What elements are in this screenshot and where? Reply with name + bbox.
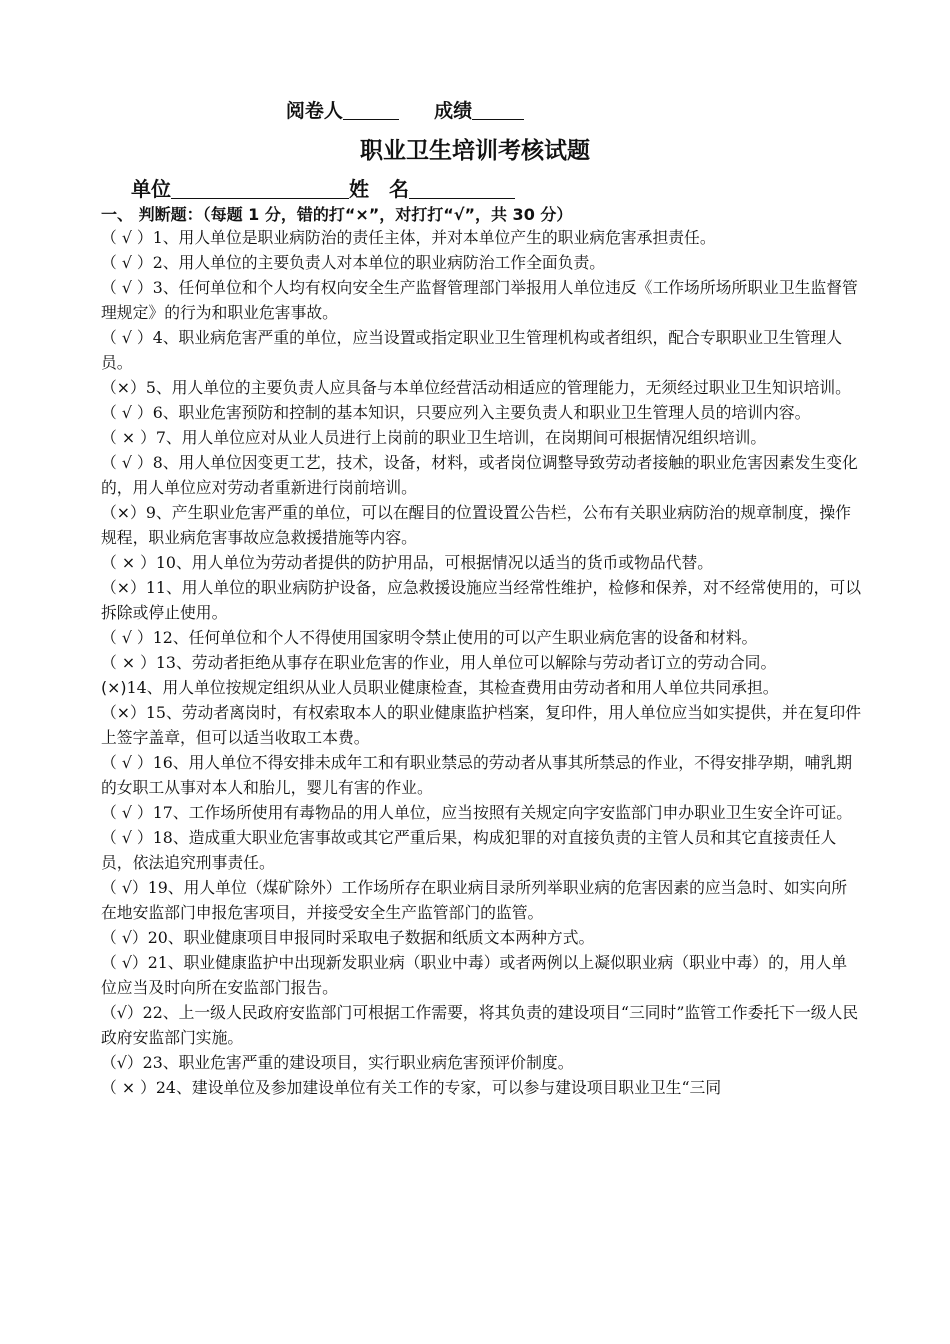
question-item [101,450,861,500]
answer-mark: （ √ ） [101,403,153,422]
question-item [101,1050,861,1075]
answer-mark: （√） [101,1003,143,1022]
answer-mark: （ √） [101,953,148,972]
unit-label: 单位 [131,177,171,201]
question-item [101,225,861,250]
question-item [101,950,861,1000]
page-title: 职业卫生培训考核试题 [360,138,590,164]
answer-mark: （×） [101,503,146,522]
answer-mark: （×） [101,378,146,397]
answer-mark: （ √ ） [101,228,153,247]
answer-mark: （ × ） [101,1078,156,1097]
grader-blank[interactable] [343,119,399,120]
answer-mark: （ √ ） [101,628,153,647]
question-item [101,800,861,825]
name-label: 姓 名 [349,177,409,201]
question-item [101,325,861,375]
score-label: 成绩 [434,100,473,122]
answer-mark: （ √ ） [101,253,153,272]
grader-score-line [0,96,810,123]
answer-mark: （×） [101,578,146,597]
answer-mark: （ √ ） [101,803,153,822]
question-text: 6、职业危害预防和控制的基本知识，只要应列入主要负责人和职业卫生管理人员的培训内容。 [152,403,811,422]
answer-mark: (×) [101,678,127,697]
question-text: 21、职业健康监护中出现新发职业病（职业中毒）或者两例以上凝似职业病（职业中毒）的，用人单位应当及时向所在安监部门报告。 [101,953,848,997]
question-item [101,650,861,675]
name-blank[interactable] [409,178,515,199]
answer-mark: （ × ） [101,428,156,447]
question-item [101,575,861,625]
section-heading: 一、 判断题：（每题 1 分，错的打“×”，对打打“√”，共 30 分） [101,205,573,224]
question-item [101,1075,861,1100]
answer-mark: （ √ ） [101,453,153,472]
answer-mark: （ √ ） [101,828,153,847]
question-text: 24、建设单位及参加建设单位有关工作的专家，可以参与建设项目职业卫生“三同 [155,1078,722,1097]
question-item [101,825,861,875]
question-text: 5、用人单位的主要负责人应具备与本单位经营活动相适应的管理能力，无须经过职业卫生知识培训。 [145,378,851,397]
question-text: 16、用人单位不得安排未成年工和有职业禁忌的劳动者从事其所禁忌的作业，不得安排孕期，哺乳期的女职工从事对本人和胎儿，婴儿有害的作业。 [101,753,853,797]
question-text: 4、职业病危害严重的单位，应当设置或指定职业卫生管理机构或者组织，配合专职职业卫生管理人员。 [101,328,843,372]
question-text: 9、产生职业危害严重的单位，可以在醒目的位置设置公告栏，公布有关职业病防治的规章制度，操作规程，职业病危害事故应急救援措施等内容。 [101,503,851,547]
question-text: 8、用人单位因变更工艺，技术，设备，材料，或者岗位调整导致劳动者接触的职业危害因素发生变化的，用人单位应对劳动者重新进行岗前培训。 [101,453,858,497]
answer-mark: （×） [101,703,146,722]
question-text: 2、用人单位的主要负责人对本单位的职业病防治工作全面负责。 [152,253,606,272]
question-text: 11、用人单位的职业病防护设备，应急救援设施应当经常性维护，检修和保养，对不经常使用的，可以拆除或停止使用。 [101,578,862,622]
question-item [101,750,861,800]
question-item [101,700,861,750]
question-text: 17、工作场所使用有毒物品的用人单位，应当按照有关规定向字安监部门申办职业卫生安全许可证。 [152,803,853,822]
unit-name-line [131,173,515,202]
question-text: 7、用人单位应对从业人员进行上岗前的职业卫生培训，在岗期间可根据情况组织培训。 [155,428,767,447]
answer-mark: （ √ ） [101,278,153,297]
answer-mark: （ √） [101,878,148,897]
answer-mark: （√） [101,1053,143,1072]
answer-mark: （ √） [101,928,148,947]
question-text: 23、职业危害严重的建设项目，实行职业病危害预评价制度。 [142,1053,574,1072]
question-item [101,925,861,950]
question-item [101,425,861,450]
score-blank[interactable] [472,119,524,120]
unit-blank[interactable] [171,178,349,199]
answer-mark: （ √ ） [101,753,153,772]
question-item [101,1000,861,1050]
answer-mark: （ × ） [101,553,156,572]
question-item [101,675,861,700]
question-item [101,375,861,400]
question-item [101,550,861,575]
question-item [101,275,861,325]
question-text: 14、用人单位按规定组织从业人员职业健康检查，其检查费用由劳动者和用人单位共同承担。 [126,678,779,697]
answer-mark: （ √ ） [101,328,153,347]
question-item [101,875,861,925]
answer-mark: （ × ） [101,653,156,672]
question-text: 18、造成重大职业危害事故或其它严重后果，构成犯罪的对直接负责的主管人员和其它直接责任人员，依法追究刑事责任。 [101,828,837,872]
question-list [101,225,861,1100]
question-text: 19、用人单位（煤矿除外）工作场所存在职业病目录所列举职业病的危害因素的应当急时、如实向所在地安监部门申报危害项目，并接受安全生产监管部门的监管。 [101,878,848,922]
question-text: 10、用人单位为劳动者提供的防护用品，可根据情况以适当的货币或物品代替。 [155,553,714,572]
question-item [101,400,861,425]
question-text: 15、劳动者离岗时，有权索取本人的职业健康监护档案，复印件，用人单位应当如实提供，并在复印件上签字盖章，但可以适当收取工本费。 [101,703,862,747]
question-text: 1、用人单位是职业病防治的责任主体，并对本单位产生的职业病危害承担责任。 [152,228,716,247]
question-item [101,250,861,275]
question-text: 3、任何单位和个人均有权向安全生产监督管理部门举报用人单位违反《工作场所场所职业卫生监督管理规定》的行为和职业危害事故。 [101,278,858,322]
question-item [101,625,861,650]
question-text: 22、上一级人民政府安监部门可根据工作需要，将其负责的建设项目“三同时”监管工作委托下一级人民政府安监部门实施。 [101,1003,859,1047]
question-text: 13、劳动者拒绝从事存在职业危害的作业，用人单位可以解除与劳动者订立的劳动合同。 [155,653,777,672]
question-text: 12、任何单位和个人不得使用国家明令禁止使用的可以产生职业病危害的设备和材料。 [152,628,758,647]
question-item [101,500,861,550]
question-text: 20、职业健康项目申报同时采取电子数据和纸质文本两种方式。 [147,928,595,947]
grader-label: 阅卷人 [285,100,343,122]
